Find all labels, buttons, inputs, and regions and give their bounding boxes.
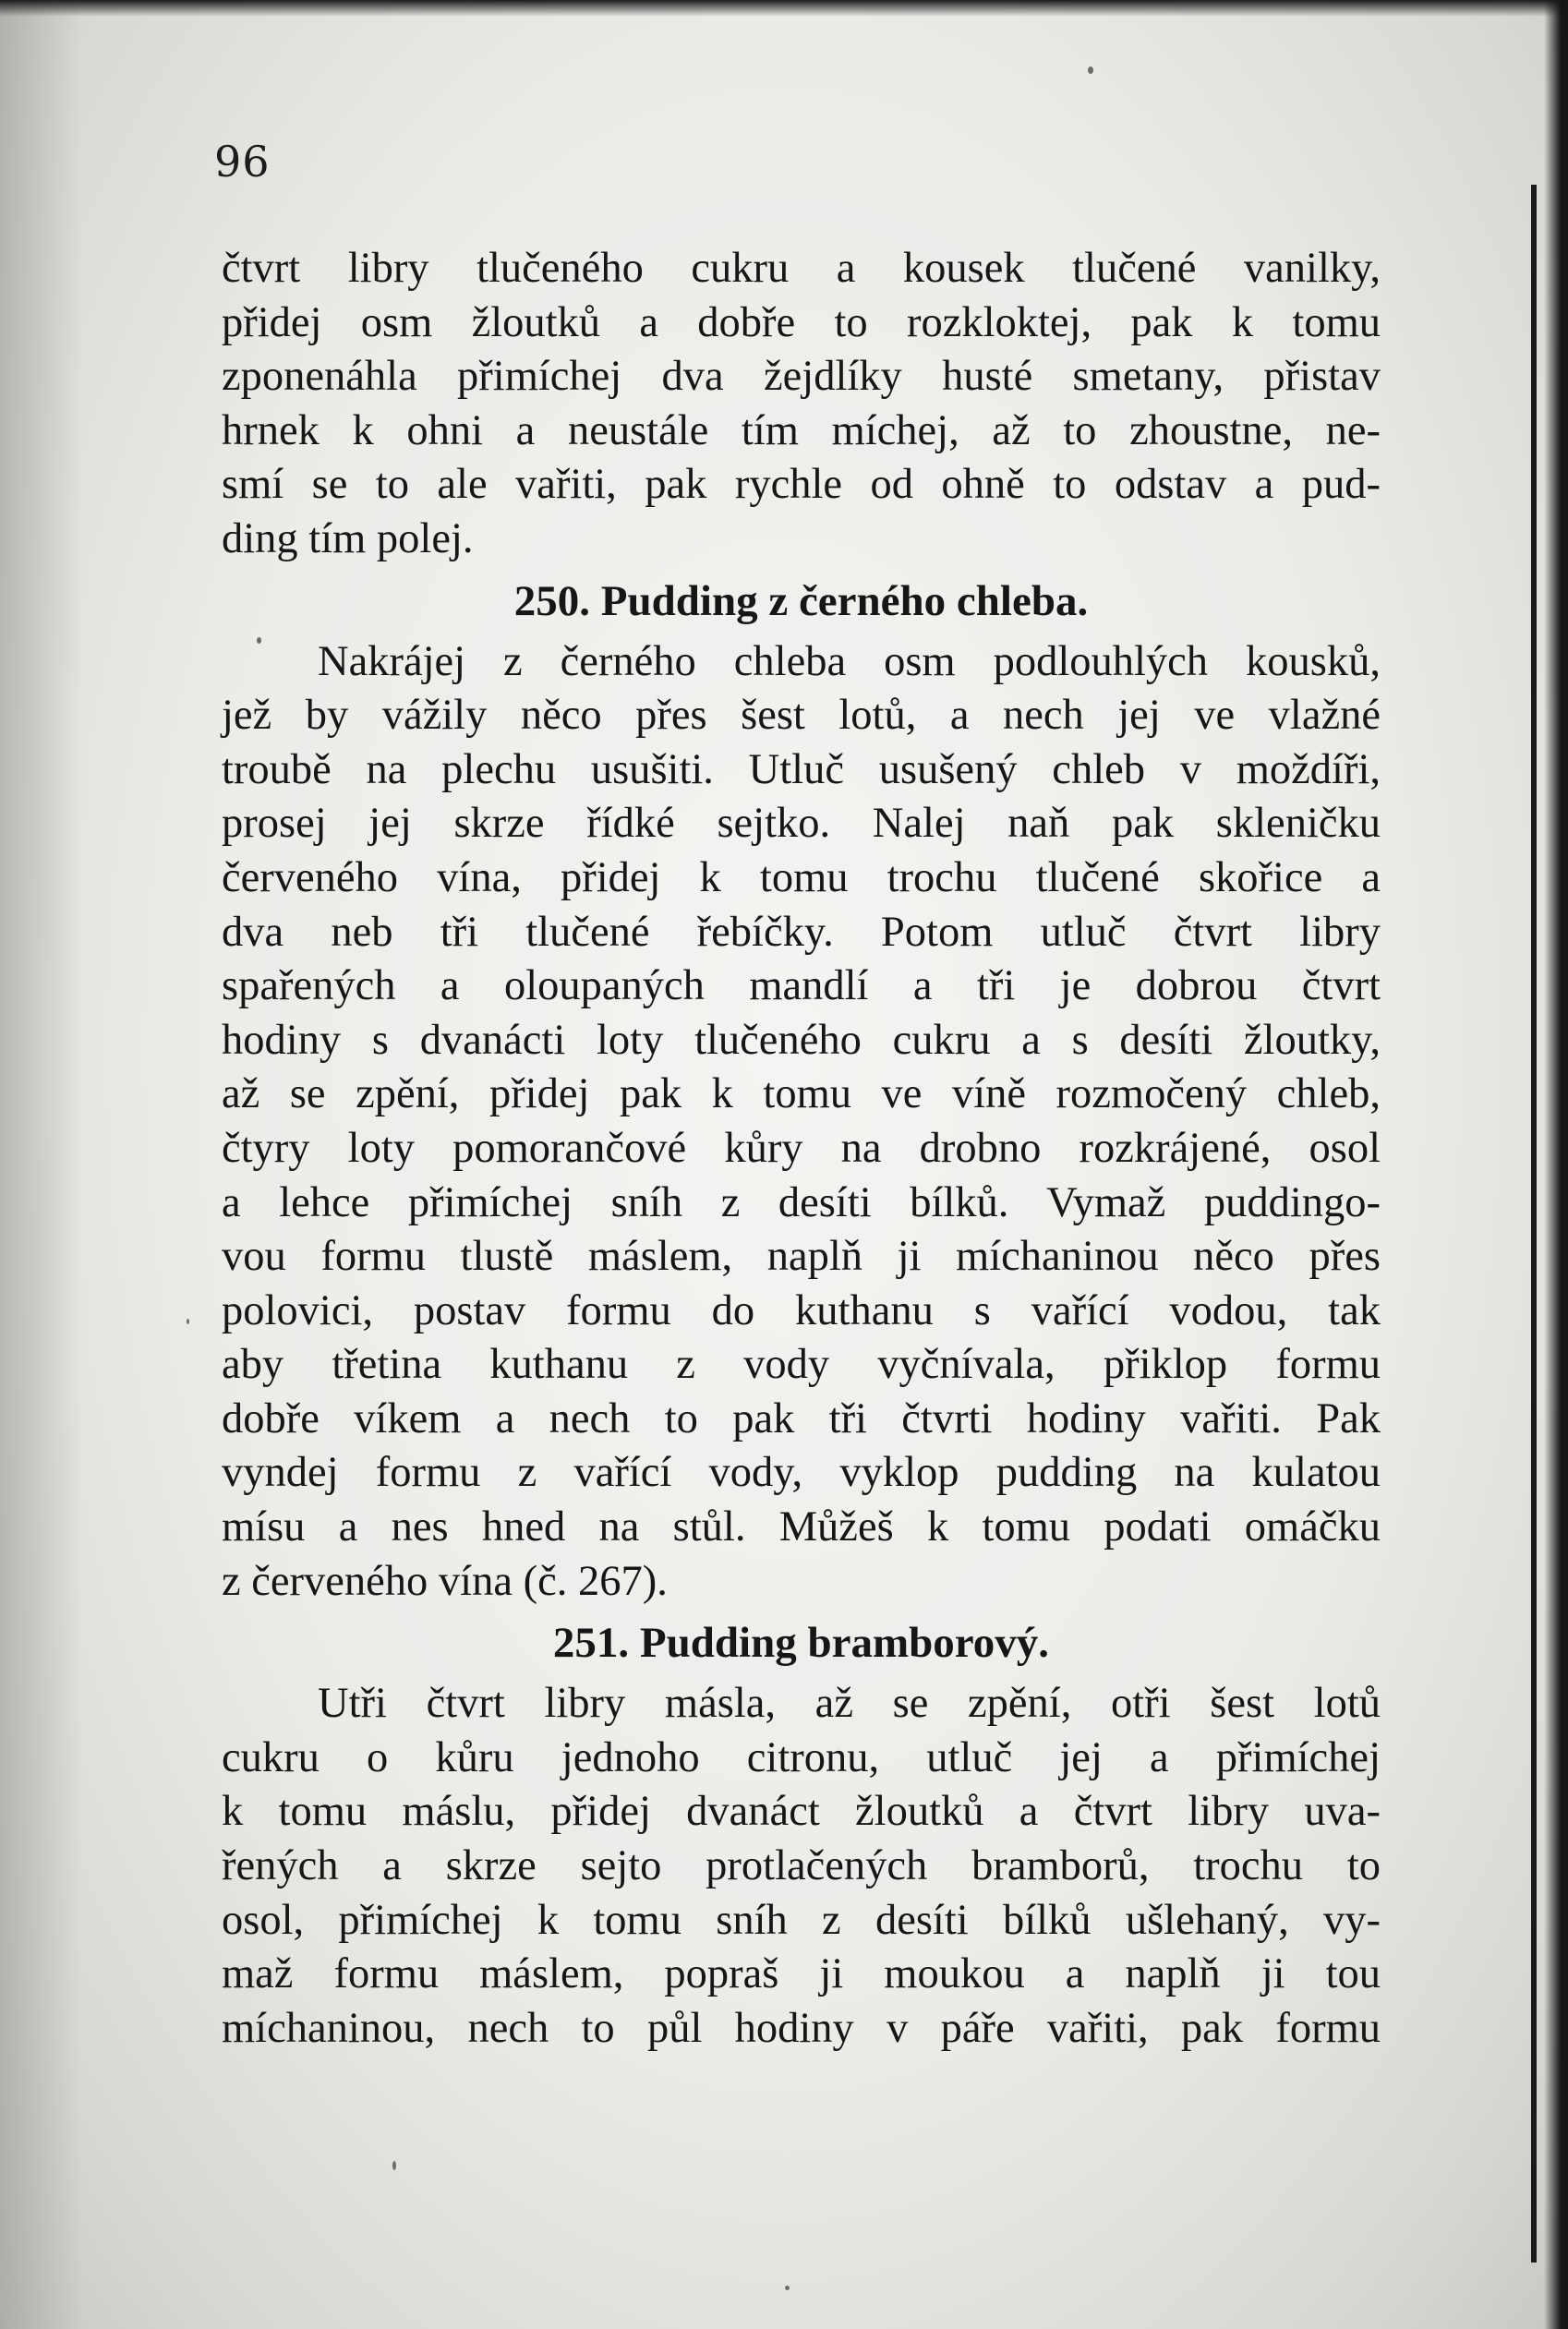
page-edge-right	[1544, 0, 1568, 2329]
text-line: troubě na plechu usušiti. Utluč usušený chleb v moždíři,	[222, 745, 1381, 793]
recipe-250-heading: 250. Pudding z černého chleba.	[513, 576, 1089, 625]
text-line: řených a skrze sejto protlačených bramborů, trochu to	[222, 1842, 1381, 1890]
text-line: čtvrt libry tlučeného cukru a kousek tlučené vanilky,	[222, 245, 1381, 292]
text-line: maž formu máslem, popraš ji moukou a naplň ji tou	[222, 1950, 1381, 1998]
text-line: jež by vážily něco přes šest lotů, a nech jej ve vlažné	[222, 692, 1381, 740]
page-edge-top	[0, 0, 1568, 17]
text-line: Utři čtvrt libry másla, až se zpění, otři šest lotů	[318, 1680, 1381, 1728]
text-line: Nakrájej z černého chleba osm podlouhlých kousků,	[318, 637, 1381, 685]
text-line: ding tím polej.	[222, 514, 474, 562]
text-line: aby třetina kuthanu z vody vyčnívala, přiklop formu	[222, 1341, 1381, 1389]
intro-paragraph	[222, 242, 1381, 567]
text-line: vyndej formu z vařící vody, vyklop pudding na kulatou	[222, 1449, 1381, 1497]
text-line: smí se to ale vařiti, pak rychle od ohně to odstav a pud-	[222, 461, 1381, 509]
text-line: a lehce přimíchej sníh z desíti bílků. Vymaž puddingo-	[222, 1178, 1381, 1226]
paper-speck	[785, 2286, 790, 2290]
body-text	[222, 242, 1381, 2056]
text-line: zponenáhla přimíchej dva žejdlíky husté smetany, přistav	[222, 353, 1381, 401]
text-line: až se zpění, přidej pak k tomu ve víně rozmočený chleb,	[222, 1070, 1381, 1118]
paper-speck	[187, 1319, 189, 1324]
text-line: polovici, postav formu do kuthanu s vařící vodou, tak	[222, 1286, 1381, 1334]
text-line: cukru o kůru jednoho citronu, utluč jej a přimíchej	[222, 1733, 1381, 1781]
text-line: čtyry loty pomorančové kůry na drobno rozkrájené, osol	[222, 1124, 1381, 1172]
text-line: hodiny s dvanácti loty tlučeného cukru a s desíti žloutky,	[222, 1016, 1381, 1064]
text-line: dobře víkem a nech to pak tři čtvrti hodiny vařiti. Pak	[222, 1394, 1381, 1442]
text-line: prosej jej skrze řídké sejtko. Nalej naň pak skleničku	[222, 800, 1381, 848]
text-line: vou formu tlustě máslem, naplň ji míchaninou něco přes	[222, 1233, 1381, 1281]
text-line: osol, přimíchej k tomu sníh z desíti bílků ušlehaný, vy-	[222, 1896, 1381, 1944]
text-line: spařených a oloupaných mandlí a tři je dobrou čtvrt	[222, 962, 1381, 1010]
text-line: dva neb tři tlučené řebíčky. Potom utluč čtvrt libry	[222, 908, 1381, 956]
page-number: 96	[214, 137, 271, 187]
text-line: přidej osm žloutků a dobře to rozkloktej, pak k tomu	[222, 298, 1381, 346]
text-line: mísu a nes hned na stůl. Můžeš k tomu podati omáčku	[222, 1503, 1381, 1551]
paper-speck	[1088, 66, 1093, 74]
text-line: míchaninou, nech to půl hodiny v páře vařiti, pak formu	[222, 2004, 1381, 2052]
text-line: z červeného vína (č. 267).	[222, 1557, 668, 1605]
recipe-250-text	[222, 635, 1381, 1610]
paper-speck	[392, 2161, 396, 2170]
text-line: červeného vína, přidej k tomu trochu tlučené skořice a	[222, 853, 1381, 901]
recipe-251-heading: 251. Pudding bramborový.	[552, 1619, 1050, 1668]
page-shadow-left	[0, 0, 83, 2329]
recipe-251-text	[222, 1677, 1381, 2056]
text-line: hrnek k ohni a neustále tím míchej, až to zhoustne, ne-	[222, 406, 1381, 454]
binding-edge-line	[1531, 185, 1537, 2263]
text-line: k tomu máslu, přidej dvanáct žloutků a čtvrt libry uva-	[222, 1788, 1381, 1836]
